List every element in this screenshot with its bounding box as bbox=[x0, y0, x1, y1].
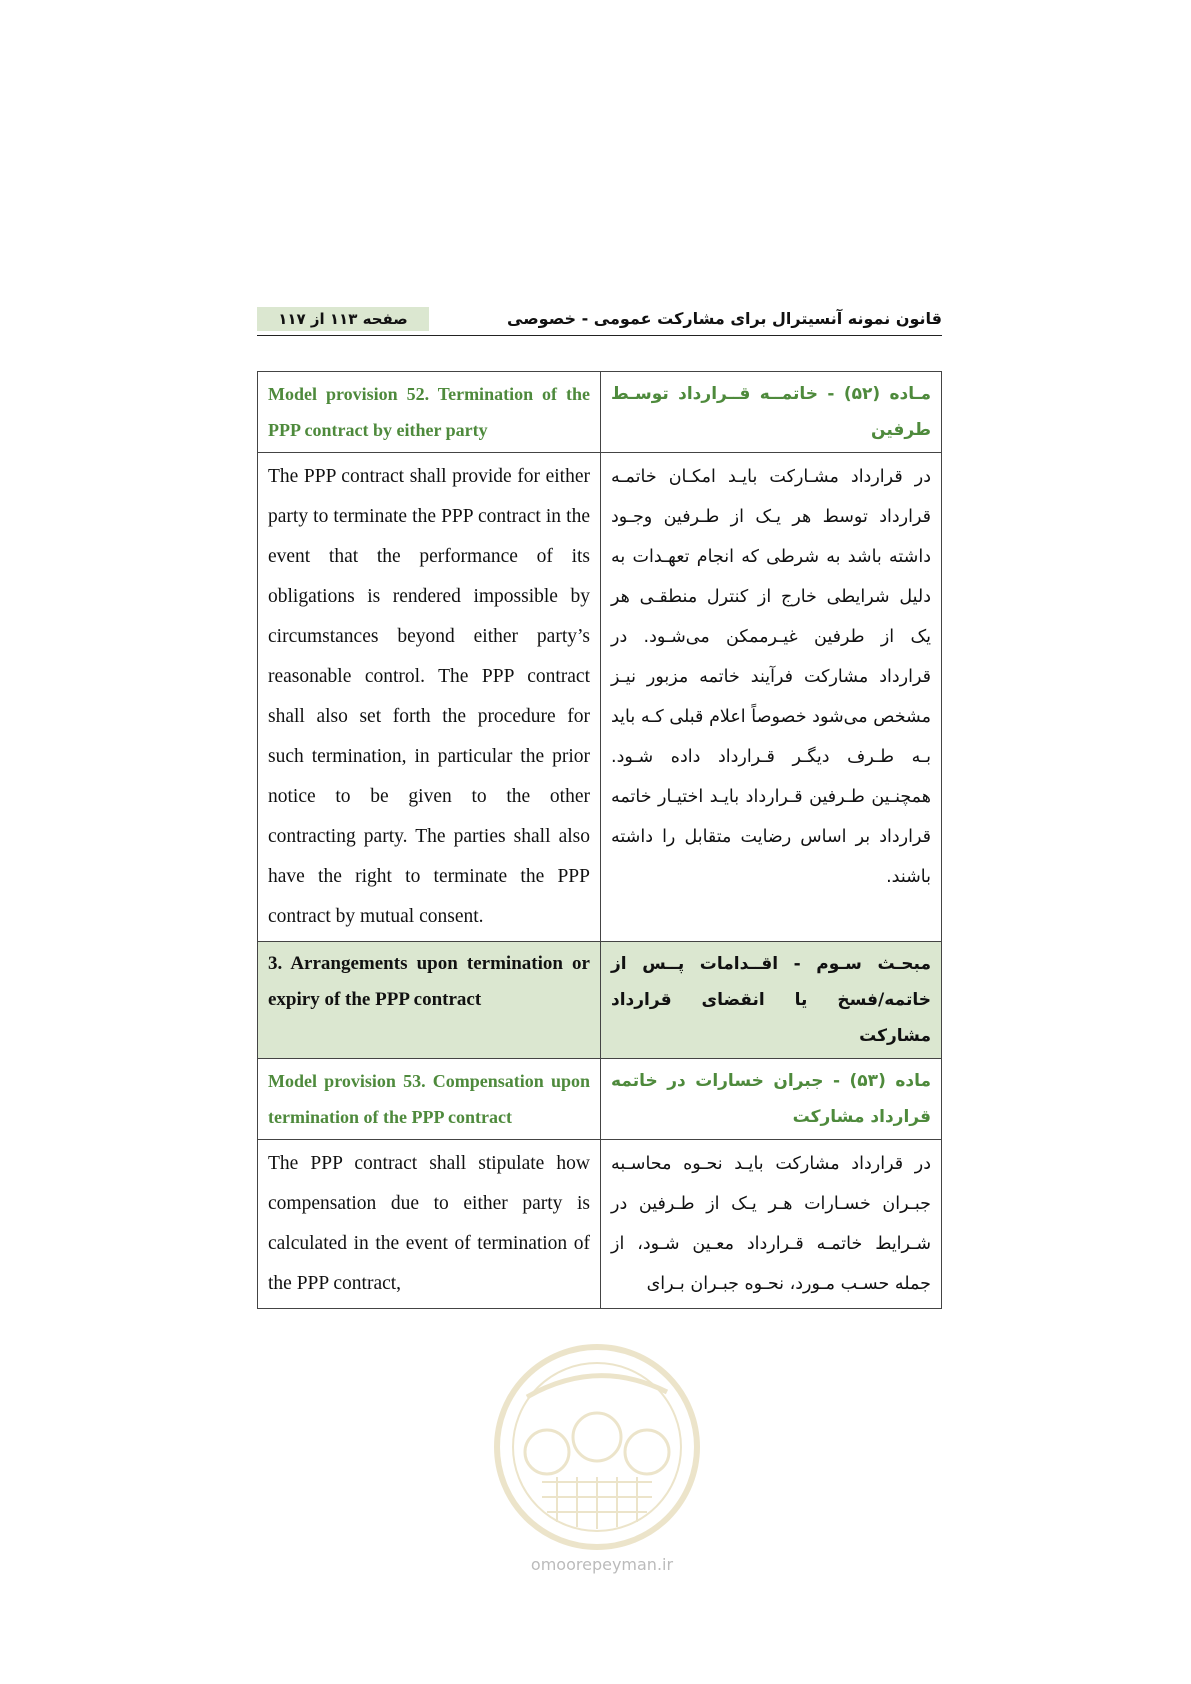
provision-52-title-en bbox=[258, 372, 601, 453]
provision-53-body-en bbox=[258, 1140, 601, 1309]
body-text-fa: در قرارداد مشـارکت بایـد امکـان خاتمـه قرارداد توسط هر یـک از طـرفین وجـود داشته باشد به شرطی که انجام تعهـدات به دلیل شرایطی خارج از کنترل منطقـی هر یک از طرفین غیـرممکن می‌شـود. در قرارداد مشارکت فرآیند خاتمه مزبور نیـز مشخص می‌شود خصوصاً اعلام قبلی کـه باید بـه طـرف دیگـر قـرارداد داده شـود. همچنـین طـرفین قـرارداد بایـد اختیـار خاتمه قرارداد بر اساس رضایت متقابل را داشته باشند. bbox=[611, 467, 931, 887]
body-text-en: The PPP contract shall provide for either party to terminate the PPP contract in the event that the performance of its obligations is rendered impossible by circumstances beyond either party’s reasonable control. The PPP contract shall also set forth the procedure for such termination, in particular the prior notice to be given to the other contracting party. The parties shall also have the right to terminate the PPP contract by mutual consent. bbox=[268, 466, 590, 927]
provision-53-title-en bbox=[258, 1059, 601, 1140]
watermark-url: omoorepeyman.ir bbox=[530, 1555, 674, 1574]
table-row-provision-52-body bbox=[258, 453, 942, 942]
page-header bbox=[257, 305, 942, 336]
table-row-provision-53-title bbox=[258, 1059, 942, 1140]
table-row-section-3 bbox=[258, 942, 942, 1059]
provision-53-body-fa bbox=[601, 1140, 942, 1309]
bilingual-provisions-table bbox=[257, 371, 942, 1309]
provision-52-body-en bbox=[258, 453, 601, 942]
section-heading-en: 3. Arrangements upon termination or expiry of the PPP contract bbox=[268, 953, 590, 1010]
watermark-seal-icon bbox=[487, 1337, 707, 1557]
table-row-provision-53-body bbox=[258, 1140, 942, 1309]
provision-title-en: Model provision 53. Compensation upon termination of the PPP contract bbox=[268, 1071, 590, 1127]
provision-52-title-fa bbox=[601, 372, 942, 453]
section-3-heading-en bbox=[258, 942, 601, 1059]
provision-53-title-fa bbox=[601, 1059, 942, 1140]
provision-52-body-fa bbox=[601, 453, 942, 942]
section-3-heading-fa bbox=[601, 942, 942, 1059]
body-text-en: The PPP contract shall stipulate how compensation due to either party is calculated in the event of termination of the PPP contract, bbox=[268, 1153, 590, 1294]
provision-title-en: Model provision 52. Termination of the PPP contract by either party bbox=[268, 384, 590, 440]
provision-title-fa: ماده (۵۳) - جبران خسارات در خاتمه قرارداد مشارکت bbox=[611, 1071, 931, 1127]
section-heading-fa: مبحـث سـوم - اقــدامات پــس از خاتمه/فسخ یا انقضای قرارداد مشارکت bbox=[611, 954, 931, 1046]
page-number: صفحه ۱۱۳ از ۱۱۷ bbox=[257, 307, 429, 331]
provision-title-fa: مـاده (۵۲) - خاتمــه قــرارداد توسـط طرفین bbox=[611, 384, 932, 440]
document-title: قانون نمونه آنسیترال برای مشارکت عمومی - خصوصی bbox=[507, 309, 942, 328]
table-row-provision-52-title bbox=[258, 372, 942, 453]
body-text-fa: در قرارداد مشارکت بایـد نحـوه محاسـبه جبـران خسـارات هـر یـک از طـرفین در شـرایط خاتمـه قـرارداد معـین شـود، از جمله حسـب مـورد، نحـوه جبـران بـرای bbox=[611, 1154, 931, 1294]
